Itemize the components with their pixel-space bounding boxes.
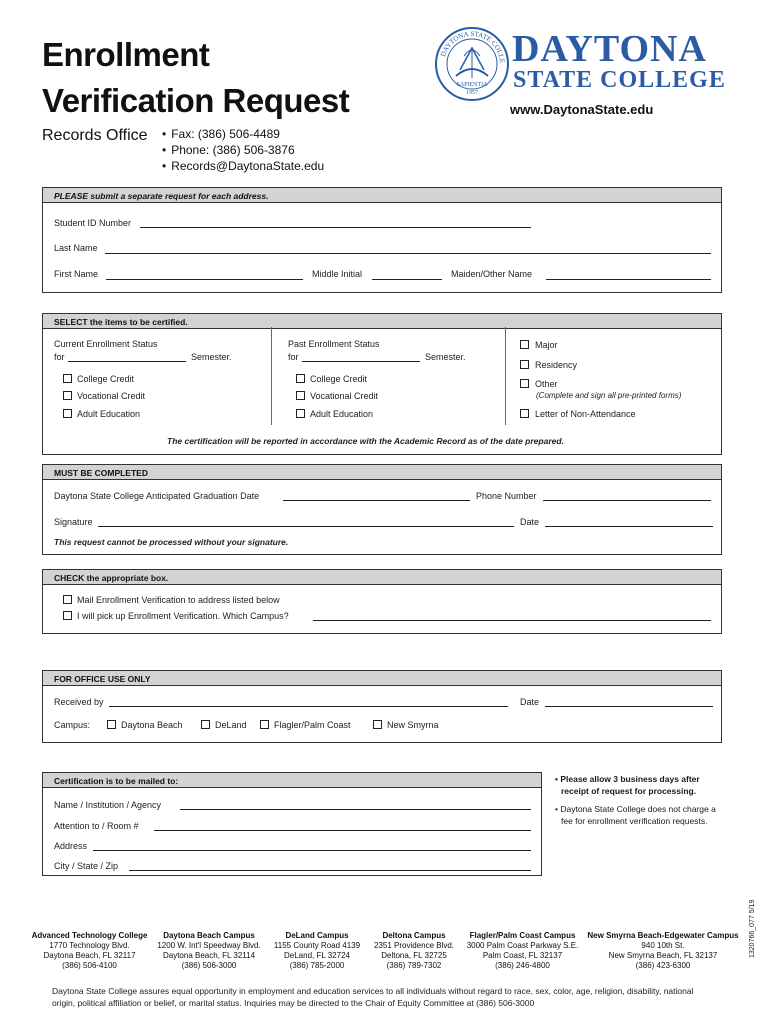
campus-name: Deltona Campus bbox=[382, 931, 446, 940]
seal-icon bbox=[434, 26, 510, 102]
campus-label: Campus: bbox=[54, 720, 91, 730]
last-name-label: Last Name bbox=[54, 243, 98, 253]
website-link[interactable]: www.DaytonaState.edu bbox=[510, 102, 654, 117]
current-vocational-credit-label: Vocational Credit bbox=[77, 391, 146, 401]
campus-daytona-beach bbox=[152, 931, 266, 971]
section-header: PLEASE submit a separate request for each address. bbox=[43, 188, 721, 203]
campus-deltona bbox=[368, 931, 460, 971]
campus-street: 2351 Providence Blvd. bbox=[373, 941, 455, 950]
certify-items-section bbox=[42, 313, 722, 455]
campus-deland bbox=[268, 931, 366, 971]
graduation-date-label: Daytona State College Anticipated Graduation Date bbox=[54, 491, 260, 501]
new-smyrna-label: New Smyrna bbox=[387, 720, 439, 730]
seal-year: 1957 bbox=[466, 90, 478, 96]
campus-phone: (386) 789-7302 bbox=[386, 961, 442, 970]
no-fee-text: Daytona State College does not charge a fee for enrollment verification requests. bbox=[560, 804, 716, 826]
residency-checkbox[interactable] bbox=[520, 360, 529, 369]
attention-field[interactable] bbox=[154, 830, 531, 831]
major-checkbox[interactable] bbox=[520, 340, 529, 349]
past-status-label: Past Enrollment Status bbox=[288, 339, 380, 349]
past-adult-education-checkbox[interactable] bbox=[296, 409, 305, 418]
campus-phone: (386) 423-6300 bbox=[635, 961, 691, 970]
records-email: • Records@DaytonaState.edu bbox=[162, 159, 324, 173]
past-college-credit-label: College Credit bbox=[310, 374, 368, 384]
mail-verification-checkbox[interactable] bbox=[63, 595, 72, 604]
campus-street: 1155 County Road 4139 bbox=[273, 941, 361, 950]
college-seal-logo bbox=[434, 26, 510, 102]
disclaimer-line2: origin, political affiliation or belief, or marital status. Inquiries may be directed to the Chair of Equity Committee at (386) 506-3000 bbox=[52, 998, 535, 1008]
signature-field[interactable] bbox=[98, 526, 514, 527]
fax-number: • Fax: (386) 506-4489 bbox=[162, 127, 280, 141]
current-adult-education-checkbox[interactable] bbox=[63, 409, 72, 418]
other-checkbox[interactable] bbox=[520, 379, 529, 388]
city-state-zip-label: City / State / Zip bbox=[54, 861, 119, 871]
brand-name-daytona: DAYTONA bbox=[512, 28, 707, 70]
past-adult-education-label: Adult Education bbox=[310, 409, 374, 419]
deland-checkbox[interactable] bbox=[201, 720, 210, 729]
no-fee-note: • Daytona State College does not charge a fee for enrollment verification requests. bbox=[555, 804, 716, 826]
campus-new-smyrna bbox=[585, 931, 741, 971]
campus-phone: (386) 246-4800 bbox=[495, 961, 550, 970]
campus-city: Palm Coast, FL 32137 bbox=[482, 951, 563, 960]
current-semester-field[interactable] bbox=[68, 361, 186, 362]
pickup-verification-label: I will pick up Enrollment Verification. Which Campus? bbox=[77, 611, 289, 621]
daytona-beach-label: Daytona Beach bbox=[121, 720, 183, 730]
past-semester-label: Semester. bbox=[425, 352, 466, 362]
mail-verification-label: Mail Enrollment Verification to address listed below bbox=[77, 595, 280, 605]
phone-number-field[interactable] bbox=[543, 500, 711, 501]
past-for-label: for bbox=[288, 352, 299, 362]
certification-footnote: The certification will be reported in accordance with the Academic Record as of the date prepared. bbox=[167, 436, 564, 446]
campus-phone: (386) 785-2000 bbox=[289, 961, 345, 970]
signature-required-note: This request cannot be processed without your signature. bbox=[54, 537, 289, 547]
current-college-credit-checkbox[interactable] bbox=[63, 374, 72, 383]
section-header: CHECK the appropriate box. bbox=[43, 570, 721, 585]
non-attendance-checkbox[interactable] bbox=[520, 409, 529, 418]
current-adult-education-label: Adult Education bbox=[77, 409, 141, 419]
signature-date-label: Date bbox=[520, 517, 540, 527]
page-title-line2: Verification Request bbox=[42, 82, 350, 119]
signature-date-field[interactable] bbox=[545, 526, 713, 527]
campus-city: DeLand, FL 32724 bbox=[284, 951, 350, 960]
campus-city: Deltona, FL 32725 bbox=[381, 951, 447, 960]
daytona-beach-checkbox[interactable] bbox=[107, 720, 116, 729]
city-state-zip-field[interactable] bbox=[129, 870, 531, 871]
non-attendance-label: Letter of Non-Attendance bbox=[535, 409, 636, 419]
current-college-credit-label: College Credit bbox=[77, 374, 135, 384]
received-date-label: Date bbox=[520, 697, 540, 707]
received-by-field[interactable] bbox=[109, 706, 508, 707]
campus-phone: (386) 506-4100 bbox=[62, 961, 117, 970]
middle-initial-label: Middle Initial bbox=[312, 269, 363, 279]
campus-street: 1200 W. Int'l Speedway Blvd. bbox=[157, 941, 261, 950]
page-title-line1: Enrollment bbox=[42, 36, 210, 73]
flagler-palm-coast-checkbox[interactable] bbox=[260, 720, 269, 729]
campus-name: Flagler/Palm Coast Campus bbox=[469, 931, 576, 940]
past-semester-field[interactable] bbox=[302, 361, 420, 362]
brand-name-state-college: STATE COLLEGE bbox=[513, 67, 726, 93]
campus-name: DeLand Campus bbox=[285, 931, 349, 940]
address-field[interactable] bbox=[93, 850, 531, 851]
campus-street: 940 10th St. bbox=[641, 941, 685, 950]
maiden-name-field[interactable] bbox=[546, 279, 711, 280]
column-divider bbox=[505, 327, 506, 425]
campus-name: New Smyrna Beach-Edgewater Campus bbox=[587, 931, 739, 940]
campus-name: Daytona Beach Campus bbox=[163, 931, 255, 940]
student-id-label: Student ID Number bbox=[54, 218, 132, 228]
attention-label: Attention to / Room # bbox=[54, 821, 139, 831]
campus-flagler-palm-coast bbox=[461, 931, 584, 971]
address-label: Address bbox=[54, 841, 88, 851]
first-name-label: First Name bbox=[54, 269, 99, 279]
past-vocational-credit-label: Vocational Credit bbox=[310, 391, 379, 401]
section-header: MUST BE COMPLETED bbox=[43, 465, 721, 480]
processing-time-note: • Please allow 3 business days after receipt of request for processing. bbox=[555, 774, 700, 796]
pickup-verification-checkbox[interactable] bbox=[63, 611, 72, 620]
past-vocational-credit-checkbox[interactable] bbox=[296, 391, 305, 400]
other-note: (Complete and sign all pre-printed forms) bbox=[536, 391, 682, 400]
phone-number: • Phone: (386) 506-3876 bbox=[162, 143, 295, 157]
seal-text: DAYTONA STATE COLLE bbox=[439, 29, 507, 64]
flagler-palm-coast-label: Flagler/Palm Coast bbox=[274, 720, 351, 730]
form-code: 1320766_077 5/19 bbox=[749, 899, 756, 958]
student-id-field[interactable] bbox=[140, 227, 531, 228]
processing-time-text: Please allow 3 business days after receipt of request for processing. bbox=[560, 774, 700, 796]
current-vocational-credit-checkbox[interactable] bbox=[63, 391, 72, 400]
past-college-credit-checkbox[interactable] bbox=[296, 374, 305, 383]
other-label: Other bbox=[535, 379, 558, 389]
campus-street: 1770 Technology Blvd. bbox=[49, 941, 130, 950]
phone-number-label: Phone Number bbox=[476, 491, 537, 501]
middle-initial-field[interactable] bbox=[372, 279, 442, 280]
residency-label: Residency bbox=[535, 360, 578, 370]
current-semester-label: Semester. bbox=[191, 352, 232, 362]
pickup-campus-field[interactable] bbox=[313, 620, 711, 621]
disclaimer-line1: Daytona State College assures equal opportunity in employment and education services to all individuals without regard to race, sex, color, age, religion, disability, national bbox=[52, 986, 694, 996]
signature-label: Signature bbox=[54, 517, 93, 527]
section-header: Certification is to be mailed to: bbox=[43, 773, 541, 788]
student-info-section bbox=[42, 187, 722, 293]
column-divider bbox=[271, 327, 272, 425]
mail-name-label: Name / Institution / Agency bbox=[54, 800, 162, 810]
current-for-label: for bbox=[54, 352, 65, 362]
campus-street: 3000 Palm Coast Parkway S.E. bbox=[466, 941, 579, 950]
received-by-label: Received by bbox=[54, 697, 104, 707]
received-date-field[interactable] bbox=[545, 706, 713, 707]
new-smyrna-checkbox[interactable] bbox=[373, 720, 382, 729]
first-name-field[interactable] bbox=[106, 279, 303, 280]
major-label: Major bbox=[535, 340, 558, 350]
current-status-label: Current Enrollment Status bbox=[54, 339, 158, 349]
campus-name: Advanced Technology College bbox=[31, 931, 148, 940]
mail-name-field[interactable] bbox=[180, 809, 531, 810]
records-office-label: Records Office bbox=[42, 127, 148, 144]
campus-city: Daytona Beach, FL 32117 bbox=[43, 951, 136, 960]
equal-opportunity-disclaimer bbox=[52, 985, 722, 1009]
campus-advanced-tech bbox=[27, 931, 152, 971]
deland-label: DeLand bbox=[215, 720, 247, 730]
graduation-date-field[interactable] bbox=[283, 500, 470, 501]
section-header: FOR OFFICE USE ONLY bbox=[43, 671, 721, 686]
last-name-field[interactable] bbox=[105, 253, 711, 254]
section-header: SELECT the items to be certified. bbox=[43, 314, 721, 329]
maiden-name-label: Maiden/Other Name bbox=[451, 269, 533, 279]
campus-city: Daytona Beach, FL 32114 bbox=[162, 951, 256, 960]
seal-motto: SAPIENTIA bbox=[456, 82, 488, 88]
campus-city: New Smyrna Beach, FL 32137 bbox=[608, 951, 718, 960]
campus-phone: (386) 506-3000 bbox=[181, 961, 237, 970]
